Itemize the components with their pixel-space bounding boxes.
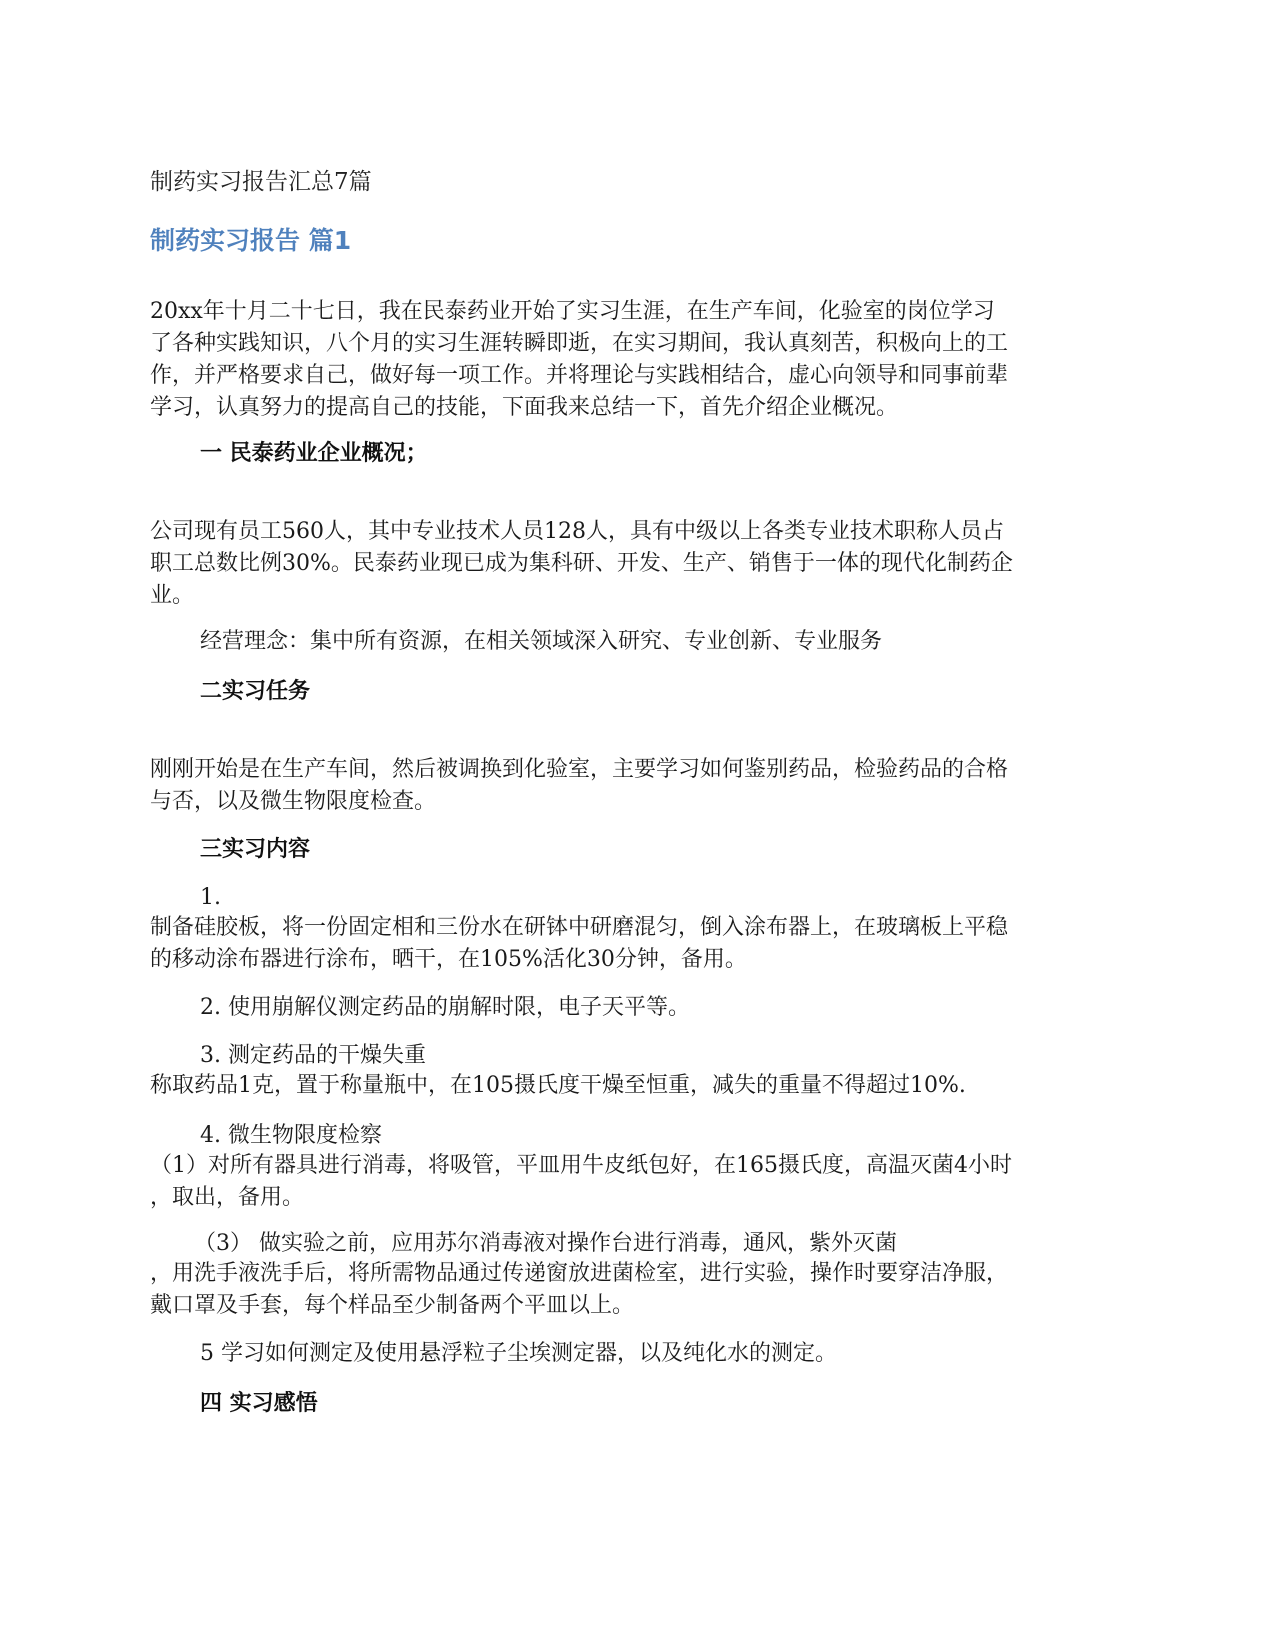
heading-internship-reflection: 四 实习感悟 xyxy=(200,1391,318,1416)
item-3-paragraph: 称取药品1克，置于称量瓶中，在105摄氏度干燥至恒重，减失的重量不得超过10%. xyxy=(150,1073,966,1098)
company-paragraph xyxy=(150,516,1130,612)
philosophy-paragraph xyxy=(200,626,1130,658)
intro-paragraph xyxy=(150,296,1130,424)
task-line: 与否，以及微生物限度检查。 xyxy=(150,789,437,814)
item-4-heading: 4. 微生物限度检察 xyxy=(200,1123,382,1148)
company-line: 业。 xyxy=(150,583,195,608)
item-1-line: 的移动涂布器进行涂布，晒干，在105%活化30分钟，备用。 xyxy=(150,947,747,972)
intro-line: 了各种实践知识，八个月的实习生涯转瞬即逝，在实习期间，我认真刻苦，积极向上的工 xyxy=(150,331,1009,356)
item-1-line: 制备硅胶板，将一份固定相和三份水在研钵中研磨混匀，倒入涂布器上，在玻璃板上平稳 xyxy=(150,915,1009,940)
item-2-paragraph: 2. 使用崩解仪测定药品的崩解时限，电子天平等。 xyxy=(200,995,690,1020)
intro-line: 20xx年十月二十七日，我在民泰药业开始了实习生涯，在生产车间，化验室的岗位学习 xyxy=(150,299,995,324)
section-heading: 制药实习报告 篇1 xyxy=(150,226,352,255)
heading-internship-task: 二实习任务 xyxy=(200,679,311,704)
item-4-3-paragraph xyxy=(150,1258,1130,1322)
item-1-number: 1. xyxy=(200,885,221,910)
item-4-line: ，取出，备用。 xyxy=(150,1185,305,1210)
task-line: 刚刚开始是在生产车间，然后被调换到化验室，主要学习如何鉴别药品，检验药品的合格 xyxy=(150,757,1009,782)
intro-line: 学习，认真努力的提高自己的技能，下面我来总结一下，首先介绍企业概况。 xyxy=(150,395,899,420)
item-4-paragraph xyxy=(150,1150,1130,1214)
company-line: 职工总数比例30%。民泰药业现已成为集科研、开发、生产、销售于一体的现代化制药企 xyxy=(150,551,1013,576)
company-line: 公司现有员工560人，其中专业技术人员128人，具有中级以上各类专业技术职称人员占 xyxy=(150,519,1004,544)
item-5-paragraph: 5 学习如何测定及使用悬浮粒子尘埃测定器，以及纯化水的测定。 xyxy=(200,1341,837,1366)
item-4-3-line: ，用洗手液洗手后，将所需物品通过传递窗放进菌检室，进行实验，操作时要穿洁净服， xyxy=(150,1261,1009,1286)
item-4-3-heading: （3） 做实验之前，应用苏尔消毒液对操作台进行消毒，通风，紫外灭菌 xyxy=(194,1231,897,1256)
item-4-3-line: 戴口罩及手套，每个样品至少制备两个平皿以上。 xyxy=(150,1293,635,1318)
heading-internship-content: 三实习内容 xyxy=(200,837,311,862)
item-3-heading: 3. 测定药品的干燥失重 xyxy=(200,1043,426,1068)
document-title: 制药实习报告汇总7篇 xyxy=(150,169,372,195)
intro-line: 作，并严格要求自己，做好每一项工作。并将理论与实践相结合，虚心向领导和同事前辈 xyxy=(150,363,1009,388)
item-1-paragraph xyxy=(150,912,1130,976)
heading-company-overview: 一 民泰药业企业概况； xyxy=(200,441,428,466)
task-paragraph xyxy=(150,754,1130,818)
item-4-line: （1）对所有器具进行消毒，将吸管，平皿用牛皮纸包好，在165摄氏度，高温灭菌4小时 xyxy=(150,1153,1012,1178)
philosophy-line: 经营理念：集中所有资源，在相关领域深入研究、专业创新、专业服务 xyxy=(200,629,883,654)
